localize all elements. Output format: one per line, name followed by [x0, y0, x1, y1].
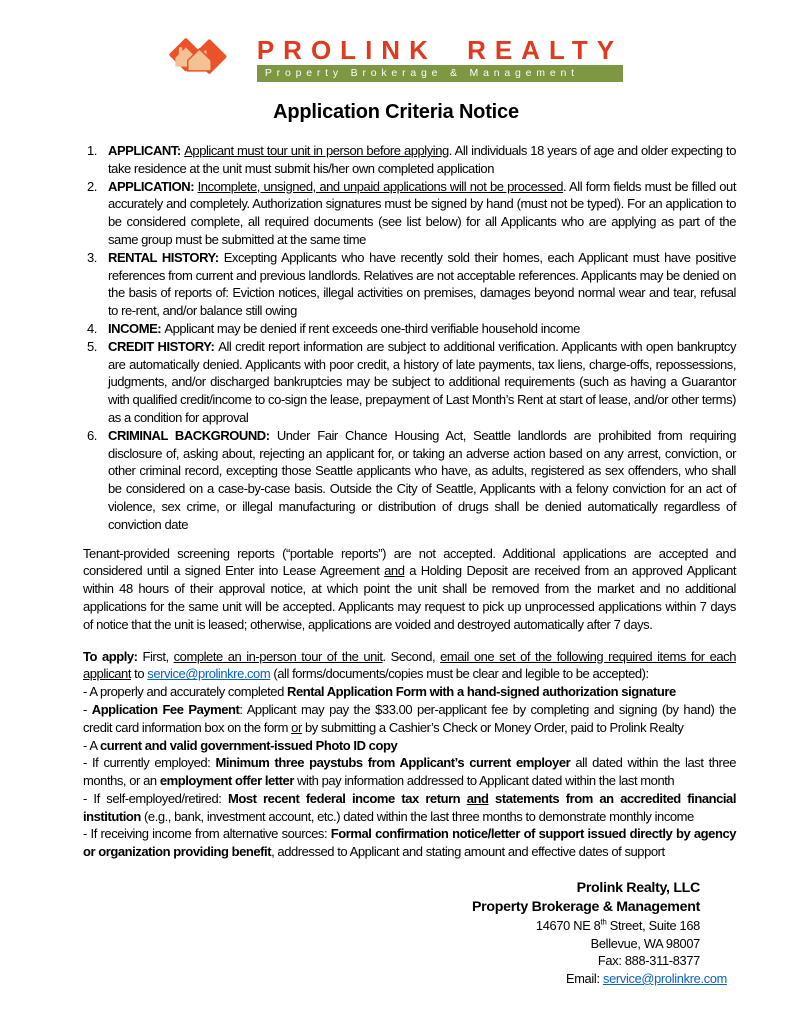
text-segment: Excepting Applicants who have recently sold their homes, each Applicant must have positive references from current and previous landlords. Relatives are not acceptable references. Applicants may be denied on the basis of reports of: Eviction notices, illegal activities on premises, damages beyond normal wear and tear, refusal to re-rent, and/or balance still owing	[108, 249, 736, 319]
letterhead	[0, 0, 792, 83]
criteria-text-application	[108, 178, 736, 249]
document-title: Application Criteria Notice	[273, 101, 519, 123]
text-segment: Applicant may be denied if rent exceeds one-third verifiable household income	[164, 320, 580, 336]
email-link[interactable]: service@prolinkre.com	[147, 666, 271, 682]
criteria-item-rental-history	[83, 249, 736, 320]
text-segment: - A	[83, 737, 100, 753]
text-segment: To apply:	[83, 648, 138, 664]
text-segment: Applicant must tour unit in person before applying	[184, 143, 449, 158]
text-segment: Tenant-provided screening reports (“portable reports”) are not accepted. Additional applications are accepted and considered until a signed Enter into Lease Agreement	[83, 545, 736, 579]
text-segment: First,	[137, 648, 174, 664]
footer-city: Bellevue, WA 98007	[590, 935, 700, 951]
apply-item-self-employed	[83, 790, 736, 826]
list-number: 6.	[87, 427, 97, 443]
text-segment: Email:	[565, 970, 603, 986]
text-segment: statements from an accredited financial institution	[83, 790, 736, 824]
text-segment: Incomplete, unsigned, and unpaid applications will not be processed	[197, 178, 564, 194]
text-segment: RENTAL HISTORY:	[108, 249, 224, 265]
text-segment: INCOME:	[108, 320, 165, 336]
list-number: 5.	[87, 338, 97, 354]
text-segment: Most recent federal income tax return	[227, 790, 467, 806]
text-segment: . All individuals 18 years of age and older expecting to take residence at the unit must submit his/her own completed application	[108, 143, 736, 176]
text-segment: Application Fee Payment	[91, 701, 240, 717]
text-segment: a Holding Deposit are received from an approved Applicant within 48 hours of their approval notice, at which point the unit shall be removed from the market and no additional applications for the same unit will be accepted. Applicants may request to pick up unprocessed applications within 7 days of notice that the unit is leased; otherwise, applications are voided and destroyed automatically after 7 days.	[83, 563, 737, 632]
text-segment: - If self-employed/retired:	[83, 790, 228, 806]
text-segment: all dated within the last three months, or an	[83, 755, 736, 789]
apply-item-currently-employed	[83, 754, 736, 790]
criteria-item-credit-history	[83, 338, 736, 427]
text-segment: . Second,	[382, 648, 441, 664]
list-number: 4.	[87, 320, 97, 336]
criteria-item-criminal-background	[83, 427, 736, 534]
criteria-text-applicant	[108, 142, 736, 178]
email-link[interactable]: service@prolinkre.com	[602, 970, 727, 986]
text-segment: email one set of the following required items for each applicant	[83, 648, 736, 682]
criteria-item-application	[83, 178, 736, 249]
twin-houses-diamond-icon	[169, 34, 229, 83]
criteria-text-income	[108, 320, 736, 338]
text-segment: CREDIT HISTORY:	[108, 338, 219, 354]
text-segment: Under Fair Chance Housing Act, Seattle landlords are prohibited from requiring disclosure of, asking about, rejecting an applicant for, or taking an adverse action based on any arrest, conviction, or other criminal record, excepting those Seattle applicants who have, as adults, registered as sex offenders, who shall be considered on a case-by-case basis. Outside the City of Seattle, Applicants with a felony conviction for an act of violence, sex crime, or illegal manufacturing or distribution of drugs shall be denied automatically regardless of conviction date	[108, 427, 736, 532]
brand-block	[257, 37, 623, 82]
text-segment: -	[83, 701, 92, 717]
text-segment: 14670 NE 8	[535, 918, 601, 934]
text-segment: Rental Application Form with a hand-signed authorization signature	[287, 684, 676, 700]
text-segment: with pay information addressed to Applicant dated within the last month	[293, 773, 675, 789]
criteria-list	[83, 142, 736, 534]
text-segment: APPLICANT:	[108, 143, 185, 158]
text-segment: employment offer letter	[159, 773, 294, 789]
criteria-text-criminal-background	[108, 427, 736, 534]
criteria-text-rental-history	[108, 249, 736, 320]
brand-tagline: Property Brokerage & Management	[257, 65, 623, 82]
document-body	[83, 142, 736, 861]
text-segment: All credit report information are subject to additional verification. Applicants with open bankruptcy are automatically denied. Applicants with poor credit, a history of late payments, tax liens, charge-offs, repossessions, judgments, and/or discharged bankruptcies may be subject to additional requirements (such as having a Guarantor with qualified credit/income to co-sign the lease, prepayment of Last Month’s Rent at start of lease, and/or other terms) as a condition for approval	[108, 338, 737, 425]
text-segment: - If currently employed:	[83, 755, 216, 771]
text-segment: . All form fields must be filled out accurately and completely. Authorization signatures must be signed by hand (must not be typed). For an application to be considered complete, all required documents (see list below) for all Applicants who are applying as part of the same group must be submitted at the same time	[108, 178, 736, 247]
text-segment: th	[600, 917, 607, 927]
text-segment: (e.g., bank, investment account, etc.) dated within the last three months to demonstrate monthly income	[140, 808, 694, 824]
criteria-item-income	[83, 320, 736, 338]
text-segment: and	[466, 790, 489, 806]
text-segment: CRIMINAL BACKGROUND:	[108, 427, 277, 443]
footer-division: Property Brokerage & Management	[471, 899, 700, 916]
criteria-text-credit-history	[108, 338, 736, 427]
footer-email	[0, 970, 727, 988]
text-segment: current and valid government-issued Photo ID copy	[100, 737, 398, 753]
text-segment: complete an in-person tour of the unit	[173, 648, 383, 664]
apply-item-rental-form	[83, 683, 736, 701]
text-segment: (all forms/documents/copies must be clear and legible to be accepted):	[270, 666, 649, 682]
text-segment: , addressed to Applicant and stating amount and effective dates of support	[271, 844, 665, 860]
text-segment: - If receiving income from alternative sources:	[83, 826, 331, 842]
apply-item-photo-id	[83, 737, 736, 755]
text-segment: Minimum three paystubs from Applicant’s current employer	[215, 755, 571, 771]
footer-company-name: Prolink Realty, LLC	[576, 880, 700, 897]
text-segment: and	[384, 563, 405, 579]
criteria-item-applicant	[83, 142, 736, 178]
text-segment: or	[291, 719, 302, 735]
list-number: 2.	[87, 178, 97, 194]
footer-contact	[0, 879, 792, 987]
screening-policy-paragraph	[83, 545, 736, 634]
apply-intro	[83, 648, 736, 684]
list-number: 3.	[87, 249, 97, 265]
text-segment: APPLICATION:	[108, 178, 198, 194]
text-segment: by submitting a Cashier’s Check or Money Order, paid to Prolink Realty	[301, 719, 684, 735]
apply-item-alternative-income	[83, 825, 736, 861]
text-segment: to	[131, 666, 148, 682]
brand-name: PROLINK REALTY	[256, 35, 624, 65]
footer-fax: Fax: 888-311-8377	[597, 953, 700, 969]
footer-address	[0, 917, 727, 935]
prolink-logo	[169, 34, 623, 83]
apply-instructions	[83, 648, 736, 862]
text-segment: Street, Suite 168	[606, 918, 700, 934]
text-segment: Formal confirmation notice/letter of support issued directly by agency or organization providing benefit	[83, 826, 736, 860]
text-segment: : Applicant may pay the $33.00 per-applicant fee by completing and signing (by hand) the credit card information box on the form	[83, 701, 736, 735]
list-number: 1.	[87, 143, 97, 158]
text-segment: - A properly and accurately completed	[83, 684, 288, 700]
apply-item-fee-payment	[83, 701, 736, 737]
